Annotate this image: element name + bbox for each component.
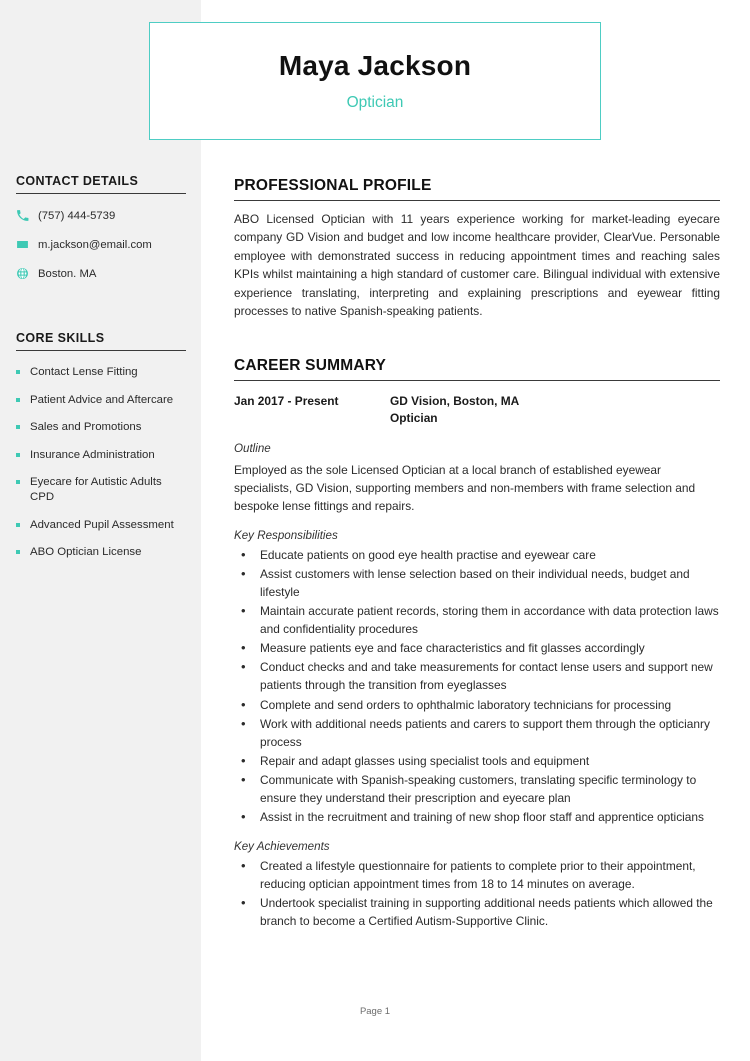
responsibility-item: • Assist in the recruitment and training of new shop floor staff and apprentice opticians — [234, 808, 720, 826]
contact-details-heading: CONTACT DETAILS — [16, 174, 186, 194]
contact-item-email — [16, 238, 186, 252]
responsibility-item: • Repair and adapt glasses using specialist tools and equipment — [234, 752, 720, 770]
skill-item: Insurance Administration — [16, 448, 186, 463]
outline-text: Employed as the sole Licensed Optician at a local branch of established eyewear specialists, GD Vision, supporting members and non-members with frame selection and bespoke lense fittings and repairs. — [234, 462, 696, 513]
key-achievements-label: Key Achievements — [234, 840, 330, 854]
skill-item: Eyecare for Autistic Adults CPD — [16, 475, 186, 504]
responsibility-item: • Assist customers with lense selection based on their individual needs, budget and lifestyle — [234, 565, 720, 601]
achievement-item: • Undertook specialist training in supporting additional needs patients which allowed the branch to become a Certified Autism-Supportive Clinic. — [234, 894, 720, 930]
key-responsibilities-label: Key Responsibilities — [234, 528, 338, 542]
candidate-name: Maya Jackson — [278, 50, 472, 81]
job-meta — [390, 393, 519, 428]
core-skills-list — [16, 365, 186, 560]
responsibility-item: • Measure patients eye and face characteristics and fit glasses accordingly — [234, 639, 720, 657]
skill-item: Sales and Promotions — [16, 420, 186, 435]
contact-item-location — [16, 267, 186, 281]
professional-profile-text: ABO Licensed Optician with 11 years experience working for market-leading eyecare company GD Vision and budget and low income healthcare provider, ClearVue. Personable employee with demonstrated success in reducing appointment times and reaching sales KPIs whilst maintaining a high standard of customer care. Bilingual individual with extensive experience translating, interpreting and explaining prescriptions and eyewear fitting processes to native Spanish-speaking patients. — [234, 212, 720, 319]
responsibility-item: • Educate patients on good eye health practise and eyewear care — [234, 546, 720, 564]
globe-icon — [16, 267, 31, 280]
career-summary-section — [234, 357, 720, 931]
candidate-job-title: Optician — [346, 94, 404, 111]
envelope-icon — [16, 238, 31, 251]
job-entry-header — [234, 393, 720, 428]
key-achievements-list — [234, 857, 720, 930]
sidebar — [0, 0, 201, 1061]
contact-value-email: m.jackson@email.com — [38, 239, 152, 252]
core-skills-heading: CORE SKILLS — [16, 331, 186, 351]
name-header-box — [149, 22, 601, 140]
job-company: GD Vision, Boston, MA — [390, 394, 520, 408]
contact-value-phone: (757) 444-5739 — [38, 210, 116, 222]
key-responsibilities-list — [234, 546, 720, 826]
skill-item: Advanced Pupil Assessment — [16, 518, 186, 533]
achievement-item: • Created a lifestyle questionnaire for patients to complete prior to their appointment, reducing optician appointment times from 18 to 14 minutes on average. — [234, 857, 720, 893]
professional-profile-section — [234, 177, 720, 321]
responsibility-item: • Complete and send orders to ophthalmic laboratory technicians for processing — [234, 696, 720, 714]
responsibility-item: • Conduct checks and and take measurements for contact lense users and support new patients through the transition from eyeglasses — [234, 658, 720, 694]
outline-label: Outline — [234, 441, 271, 455]
responsibility-item: • Communicate with Spanish-speaking customers, translating specific terminology to ensure they understand their prescription and eyecare plan — [234, 771, 720, 807]
core-skills-section — [16, 331, 186, 560]
contact-list — [16, 209, 186, 281]
contact-item-phone — [16, 209, 186, 223]
responsibility-item: • Work with additional needs patients and carers to support them through the opticianry process — [234, 715, 720, 751]
skill-item: Patient Advice and Aftercare — [16, 393, 186, 408]
professional-profile-heading: PROFESSIONAL PROFILE — [234, 177, 720, 201]
responsibility-item: • Maintain accurate patient records, storing them in accordance with data protection laws and confidentiality procedures — [234, 602, 720, 638]
job-role: Optician — [390, 411, 438, 426]
job-dates: Jan 2017 - Present — [234, 394, 339, 408]
contact-value-location: Boston. MA — [38, 268, 97, 281]
career-summary-heading: CAREER SUMMARY — [234, 357, 720, 381]
contact-details-section — [16, 174, 186, 281]
skill-item: Contact Lense Fitting — [16, 365, 186, 380]
skill-item: ABO Optician License — [16, 545, 186, 560]
page-footer — [234, 1006, 516, 1017]
page-number: Page 1 — [359, 1006, 391, 1017]
phone-icon — [16, 209, 31, 222]
